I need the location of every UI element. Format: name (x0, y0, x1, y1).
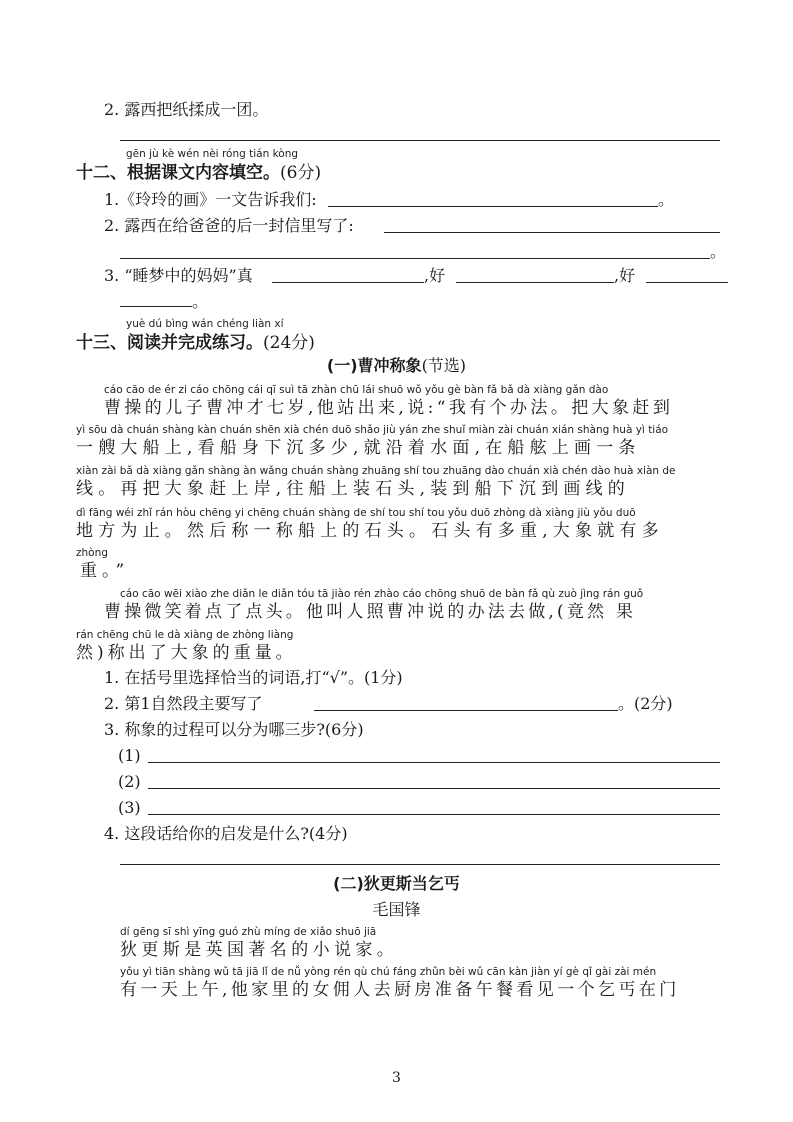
answer-line[interactable] (384, 232, 720, 233)
answer-line[interactable] (148, 788, 720, 789)
question-text: 2. 露西在给爸爸的后一封信里写了: (104, 216, 354, 235)
question-text: 2. 露西把纸揉成一团。 (104, 100, 269, 119)
passage-line: 曹操的儿子曹冲才七岁,他站出来,说:“我有个办法。把大象赶到 (104, 398, 674, 418)
answer-line[interactable] (148, 814, 720, 815)
section-title (76, 162, 321, 184)
pinyin-line: dí gēng sī shì yīng guó zhù míng de xiǎo shuō jiā (120, 926, 377, 938)
answer-line[interactable] (120, 140, 720, 141)
answer-line[interactable] (328, 206, 658, 207)
passage-title-text: (一)曹冲称象 (326, 356, 422, 375)
sentence-end: 。 (710, 242, 727, 261)
answer-line[interactable] (646, 282, 728, 283)
question-text: 。(2分) (618, 694, 673, 713)
pinyin-line: dì fāng wéi zhǐ rán hòu chēng yi chēng chuán shàng de shí tou shí tou yǒu duō zhòng dà xiàng jiù yǒu duō (76, 507, 636, 519)
passage-line: 曹操微笑着点了点头。他叫人照曹冲说的办法去做,(竟然 果 (104, 602, 637, 622)
passage-line: 线。再把大象赶上岸,往船上装石头,装到船下沉到画线的 (76, 479, 631, 499)
answer-line[interactable] (456, 282, 614, 283)
section-pinyin: gēn jù kè wén nèi róng tián kòng (126, 148, 299, 160)
section-score: (6分) (280, 163, 322, 183)
passage-line: 地方为止。然后称一称船上的石头。石头有多重,大象就有多 (76, 521, 664, 541)
passage-line: 狄更斯是英国著名的小说家。 (120, 940, 399, 960)
question-text: 3. “睡梦中的妈妈”真 (104, 266, 253, 285)
passage-title: (二)狄更斯当乞丐 (333, 874, 460, 893)
pinyin-line: xiàn zài bǎ dà xiàng gǎn shàng àn wǎng chuán shàng zhuāng shí tou zhuāng dào chuán xià chén dào huà xiàn de (76, 465, 676, 477)
pinyin-line: cáo cāo de ér zi cáo chōng cái qī suì tā zhàn chū lái shuō wǒ yǒu gè bàn fǎ bǎ dà xiàng gǎn dào (104, 384, 609, 396)
passage-line: 重。” (80, 561, 130, 581)
section-title-text: 十三、阅读并完成练习。 (76, 333, 263, 353)
passage-title (0, 356, 793, 376)
section-title-text: 十二、根据课文内容填空。 (76, 163, 280, 183)
question-text: ,好 (424, 266, 446, 285)
section-score: (24分) (263, 333, 315, 353)
section-title (76, 332, 315, 354)
answer-line[interactable] (120, 864, 720, 865)
pinyin-line: yǒu yì tiān shàng wǔ tā jiā lǐ de nǚ yòng rén qù chú fáng zhǔn bèi wǔ cān kàn jiàn yí gè qǐ gài zài mén (120, 966, 657, 978)
sentence-end: 。 (658, 190, 675, 209)
answer-line[interactable] (120, 306, 192, 307)
passage-line: 一艘大船上,看船身下沉多少,就沿着水面,在船舷上画一条 (76, 438, 641, 458)
question-text: 1.《玲玲的画》一文告诉我们: (104, 190, 317, 209)
answer-line[interactable] (272, 282, 424, 283)
pinyin-line: cáo cāo wēi xiào zhe diǎn le diǎn tóu tā jiào rén zhào cáo chōng shuō de bàn fǎ qù zuò jìng rán guǒ (120, 588, 644, 600)
answer-line[interactable] (148, 762, 720, 763)
question-text: 2. 第1自然段主要写了 (104, 694, 263, 713)
passage-line: 然)称出了大象的重量。 (76, 643, 297, 663)
answer-line[interactable] (314, 710, 618, 711)
page-number: 3 (392, 1070, 401, 1086)
step-label: (3) (118, 798, 141, 817)
passage-subtitle: (节选) (421, 356, 467, 375)
question-text: 4. 这段话给你的启发是什么?(4分) (104, 824, 348, 843)
passage-author: 毛国锋 (372, 900, 421, 919)
step-label: (2) (118, 772, 141, 791)
pinyin-line: zhòng (76, 547, 108, 559)
section-pinyin: yuè dú bìng wán chéng liàn xí (126, 318, 284, 330)
passage-line: 有一天上午,他家里的女佣人去厨房准备午餐看见一个乞丐在门 (120, 980, 680, 1000)
pinyin-line: rán chēng chū le dà xiàng de zhòng liàng (76, 629, 294, 641)
question-text: 1. 在括号里选择恰当的词语,打“√”。(1分) (104, 668, 403, 687)
question-text: 3. 称象的过程可以分为哪三步?(6分) (104, 720, 364, 739)
question-text: ,好 (614, 266, 636, 285)
step-label: (1) (118, 746, 141, 765)
pinyin-line: yì sōu dà chuán shàng kàn chuán shēn xià chén duō shǎo jiù yán zhe shuǐ miàn zài chuán xián shàng huà yì tiáo (76, 424, 669, 436)
answer-line[interactable] (120, 258, 710, 259)
sentence-end: 。 (192, 292, 209, 311)
